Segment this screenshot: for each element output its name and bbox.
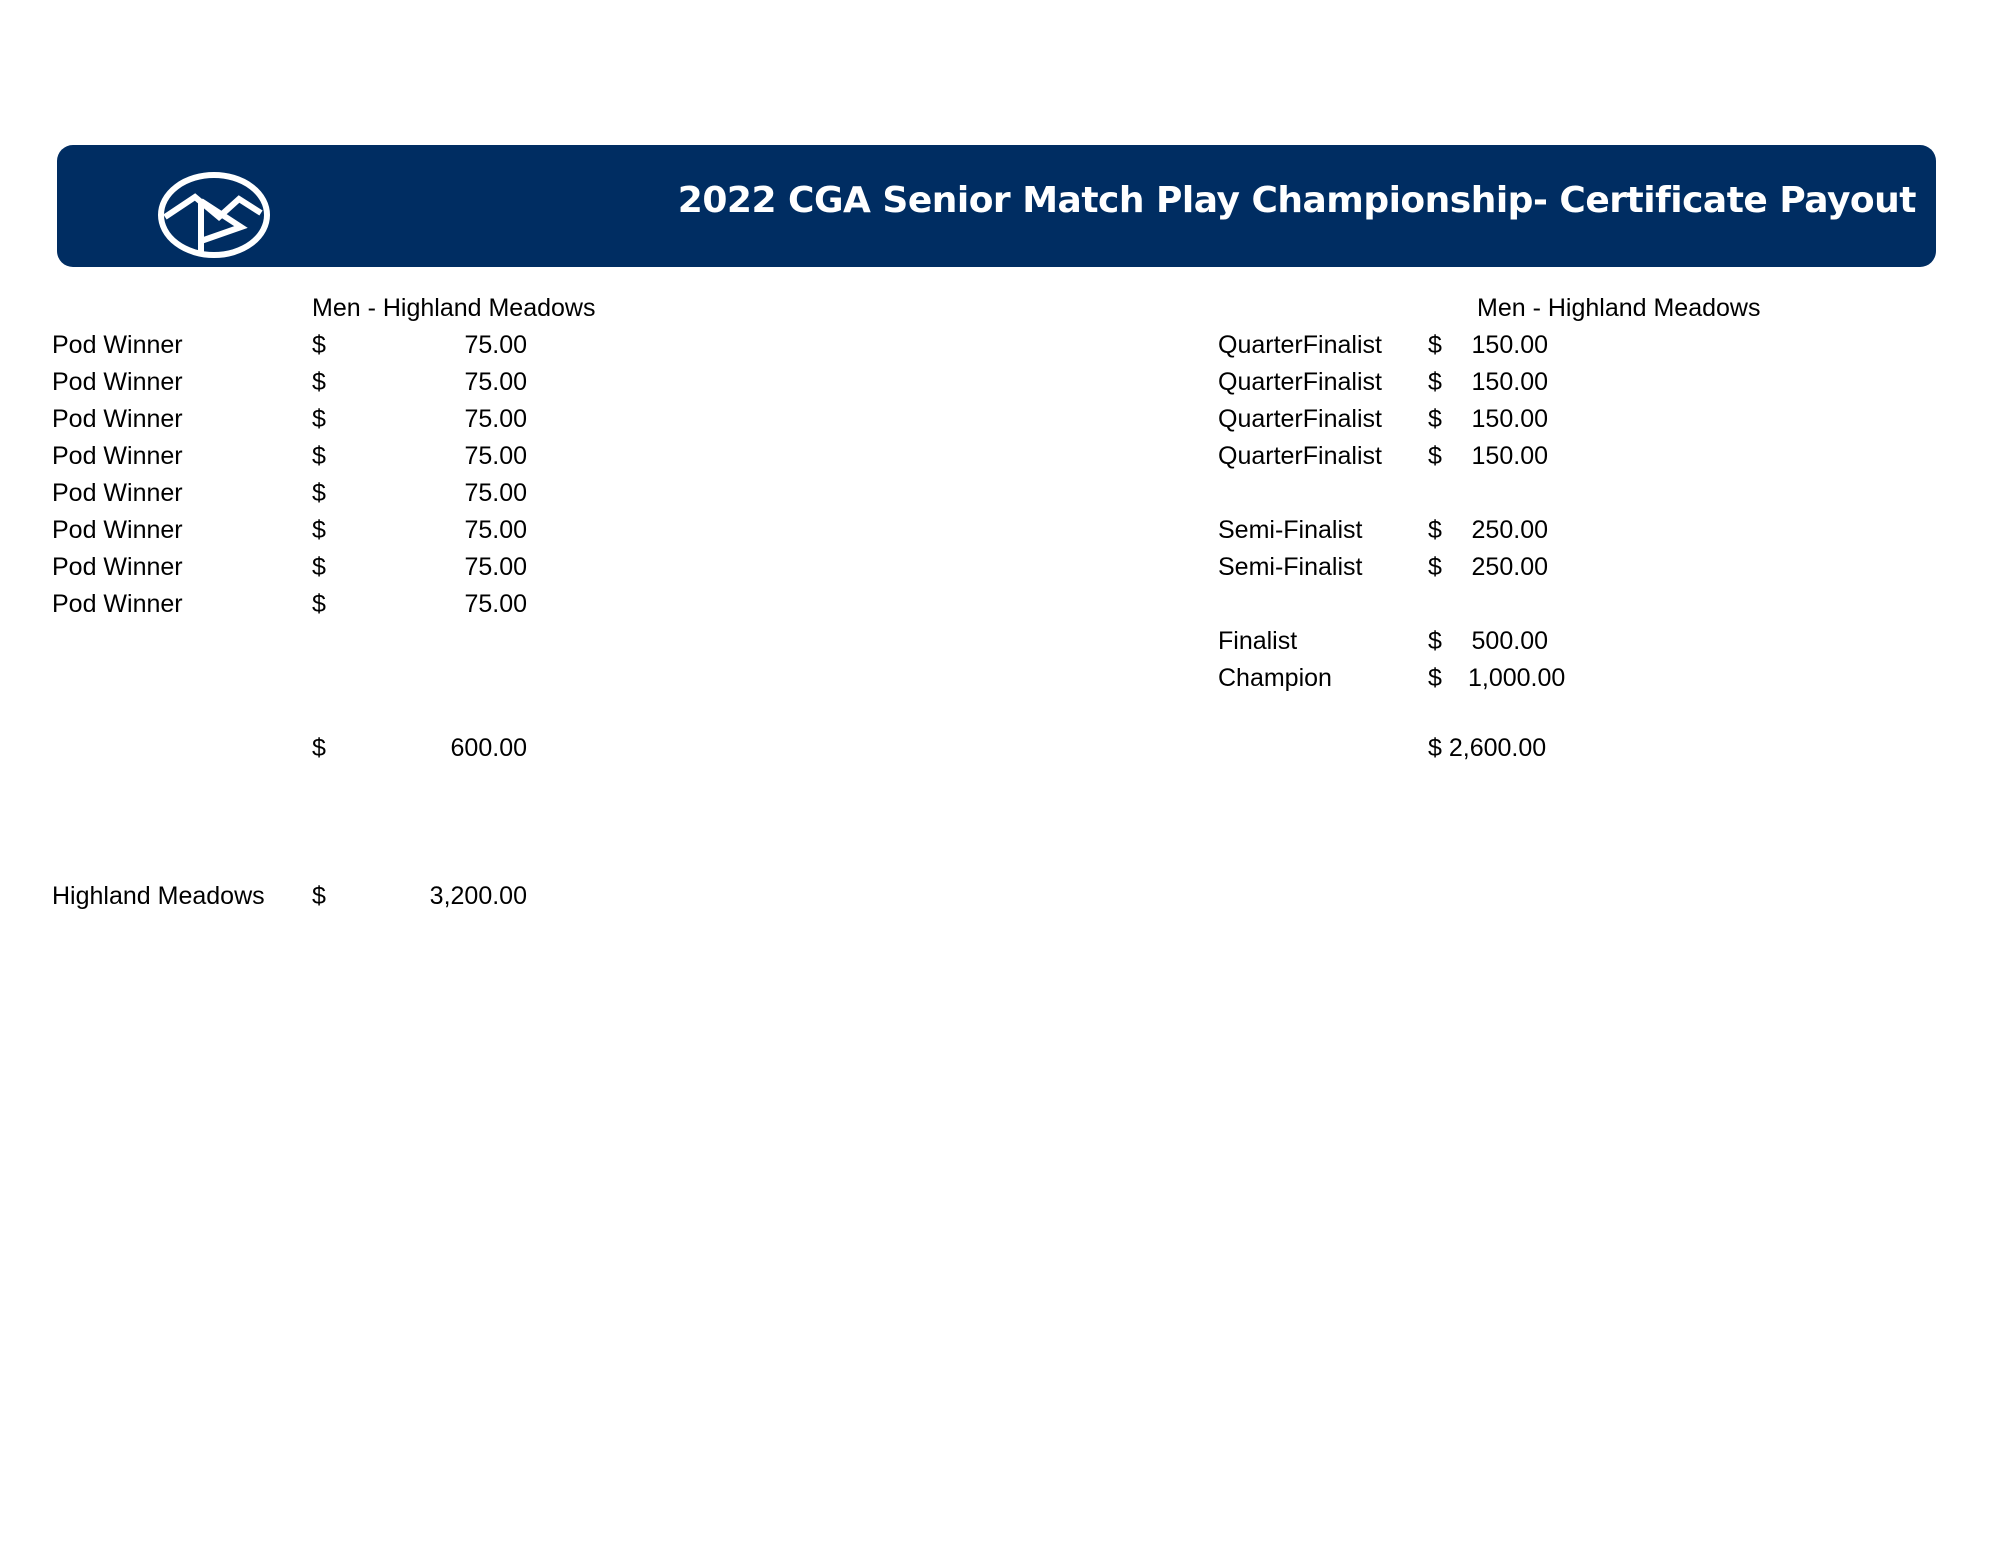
bracket-total: $ 2,600.00	[1428, 734, 1547, 762]
total-amount: 600.00	[450, 734, 527, 762]
currency-symbol: $	[312, 331, 326, 359]
section-header	[52, 290, 652, 327]
currency-symbol: $	[1428, 664, 1442, 692]
currency-symbol: $	[1428, 516, 1442, 544]
currency-symbol: $	[312, 590, 326, 618]
payout-amount: 250.00	[1471, 553, 1548, 581]
payout-label: QuarterFinalist	[1218, 405, 1382, 433]
currency-symbol: $	[312, 479, 326, 507]
currency-symbol: $	[312, 553, 326, 581]
payout-row	[1218, 401, 1818, 438]
payout-amount: 250.00	[1471, 516, 1548, 544]
currency-symbol: $	[1428, 553, 1442, 581]
currency-symbol: $	[1428, 627, 1442, 655]
currency-symbol: $	[1428, 331, 1442, 359]
row-spacer	[1218, 475, 1818, 512]
grand-total-label: Highland Meadows	[52, 882, 265, 910]
section-header	[1218, 290, 1818, 327]
currency-symbol: $	[312, 442, 326, 470]
grand-total-row	[52, 878, 652, 915]
bracket-section	[1218, 290, 1818, 697]
currency-symbol: $	[1428, 368, 1442, 396]
payout-row	[52, 512, 652, 549]
payout-row	[1218, 512, 1818, 549]
payout-row	[1218, 327, 1818, 364]
payout-row	[1218, 364, 1818, 401]
payout-amount: 75.00	[464, 590, 527, 618]
cga-mountain-logo-icon	[157, 171, 271, 259]
payout-amount: 500.00	[1471, 627, 1548, 655]
payout-row	[52, 475, 652, 512]
payout-row	[52, 549, 652, 586]
payout-label: Pod Winner	[52, 479, 183, 507]
currency-symbol: $	[312, 734, 326, 762]
payout-amount: 75.00	[464, 405, 527, 433]
payout-row	[52, 364, 652, 401]
payout-label: Pod Winner	[52, 516, 183, 544]
payout-row	[52, 401, 652, 438]
payout-amount: 75.00	[464, 553, 527, 581]
payout-label: Finalist	[1218, 627, 1298, 655]
grand-total-amount: 3,200.00	[429, 882, 527, 910]
row-spacer	[1218, 586, 1818, 623]
payout-label: QuarterFinalist	[1218, 331, 1382, 359]
payout-amount: 75.00	[464, 442, 527, 470]
payout-label: QuarterFinalist	[1218, 442, 1382, 470]
section-header-label: Men - Highland Meadows	[1477, 294, 1761, 322]
payout-row	[1218, 549, 1818, 586]
currency-symbol: $	[312, 882, 326, 910]
payout-row	[52, 438, 652, 475]
payout-amount: 1,000.00	[1468, 664, 1566, 692]
payout-row	[52, 586, 652, 623]
currency-symbol: $	[312, 405, 326, 433]
payout-row	[52, 327, 652, 364]
payout-row	[1218, 623, 1818, 660]
payout-amount: 75.00	[464, 516, 527, 544]
payout-amount: 150.00	[1471, 331, 1548, 359]
title-banner	[57, 145, 1936, 267]
payout-label: Semi-Finalist	[1218, 553, 1363, 581]
payout-label: QuarterFinalist	[1218, 368, 1382, 396]
payout-label: Pod Winner	[52, 405, 183, 433]
payout-amount: 150.00	[1471, 442, 1548, 470]
payout-label: Pod Winner	[52, 442, 183, 470]
currency-symbol: $	[1428, 405, 1442, 433]
currency-symbol: $	[312, 516, 326, 544]
payout-row	[1218, 438, 1818, 475]
payout-amount: 75.00	[464, 331, 527, 359]
currency-symbol: $	[1428, 442, 1442, 470]
payout-amount: 75.00	[464, 368, 527, 396]
section-header-label: Men - Highland Meadows	[312, 294, 596, 322]
payout-label: Pod Winner	[52, 590, 183, 618]
currency-symbol: $	[312, 368, 326, 396]
payout-label: Pod Winner	[52, 368, 183, 396]
pod-winner-section	[52, 290, 652, 623]
payout-label: Semi-Finalist	[1218, 516, 1363, 544]
payout-label: Pod Winner	[52, 553, 183, 581]
page-title: 2022 CGA Senior Match Play Championship- Certificate Payout	[677, 180, 1916, 221]
payout-row	[1218, 660, 1818, 697]
payout-amount: 75.00	[464, 479, 527, 507]
payout-amount: 150.00	[1471, 368, 1548, 396]
payout-amount: 150.00	[1471, 405, 1548, 433]
payout-label: Pod Winner	[52, 331, 183, 359]
payout-label: Champion	[1218, 664, 1332, 692]
